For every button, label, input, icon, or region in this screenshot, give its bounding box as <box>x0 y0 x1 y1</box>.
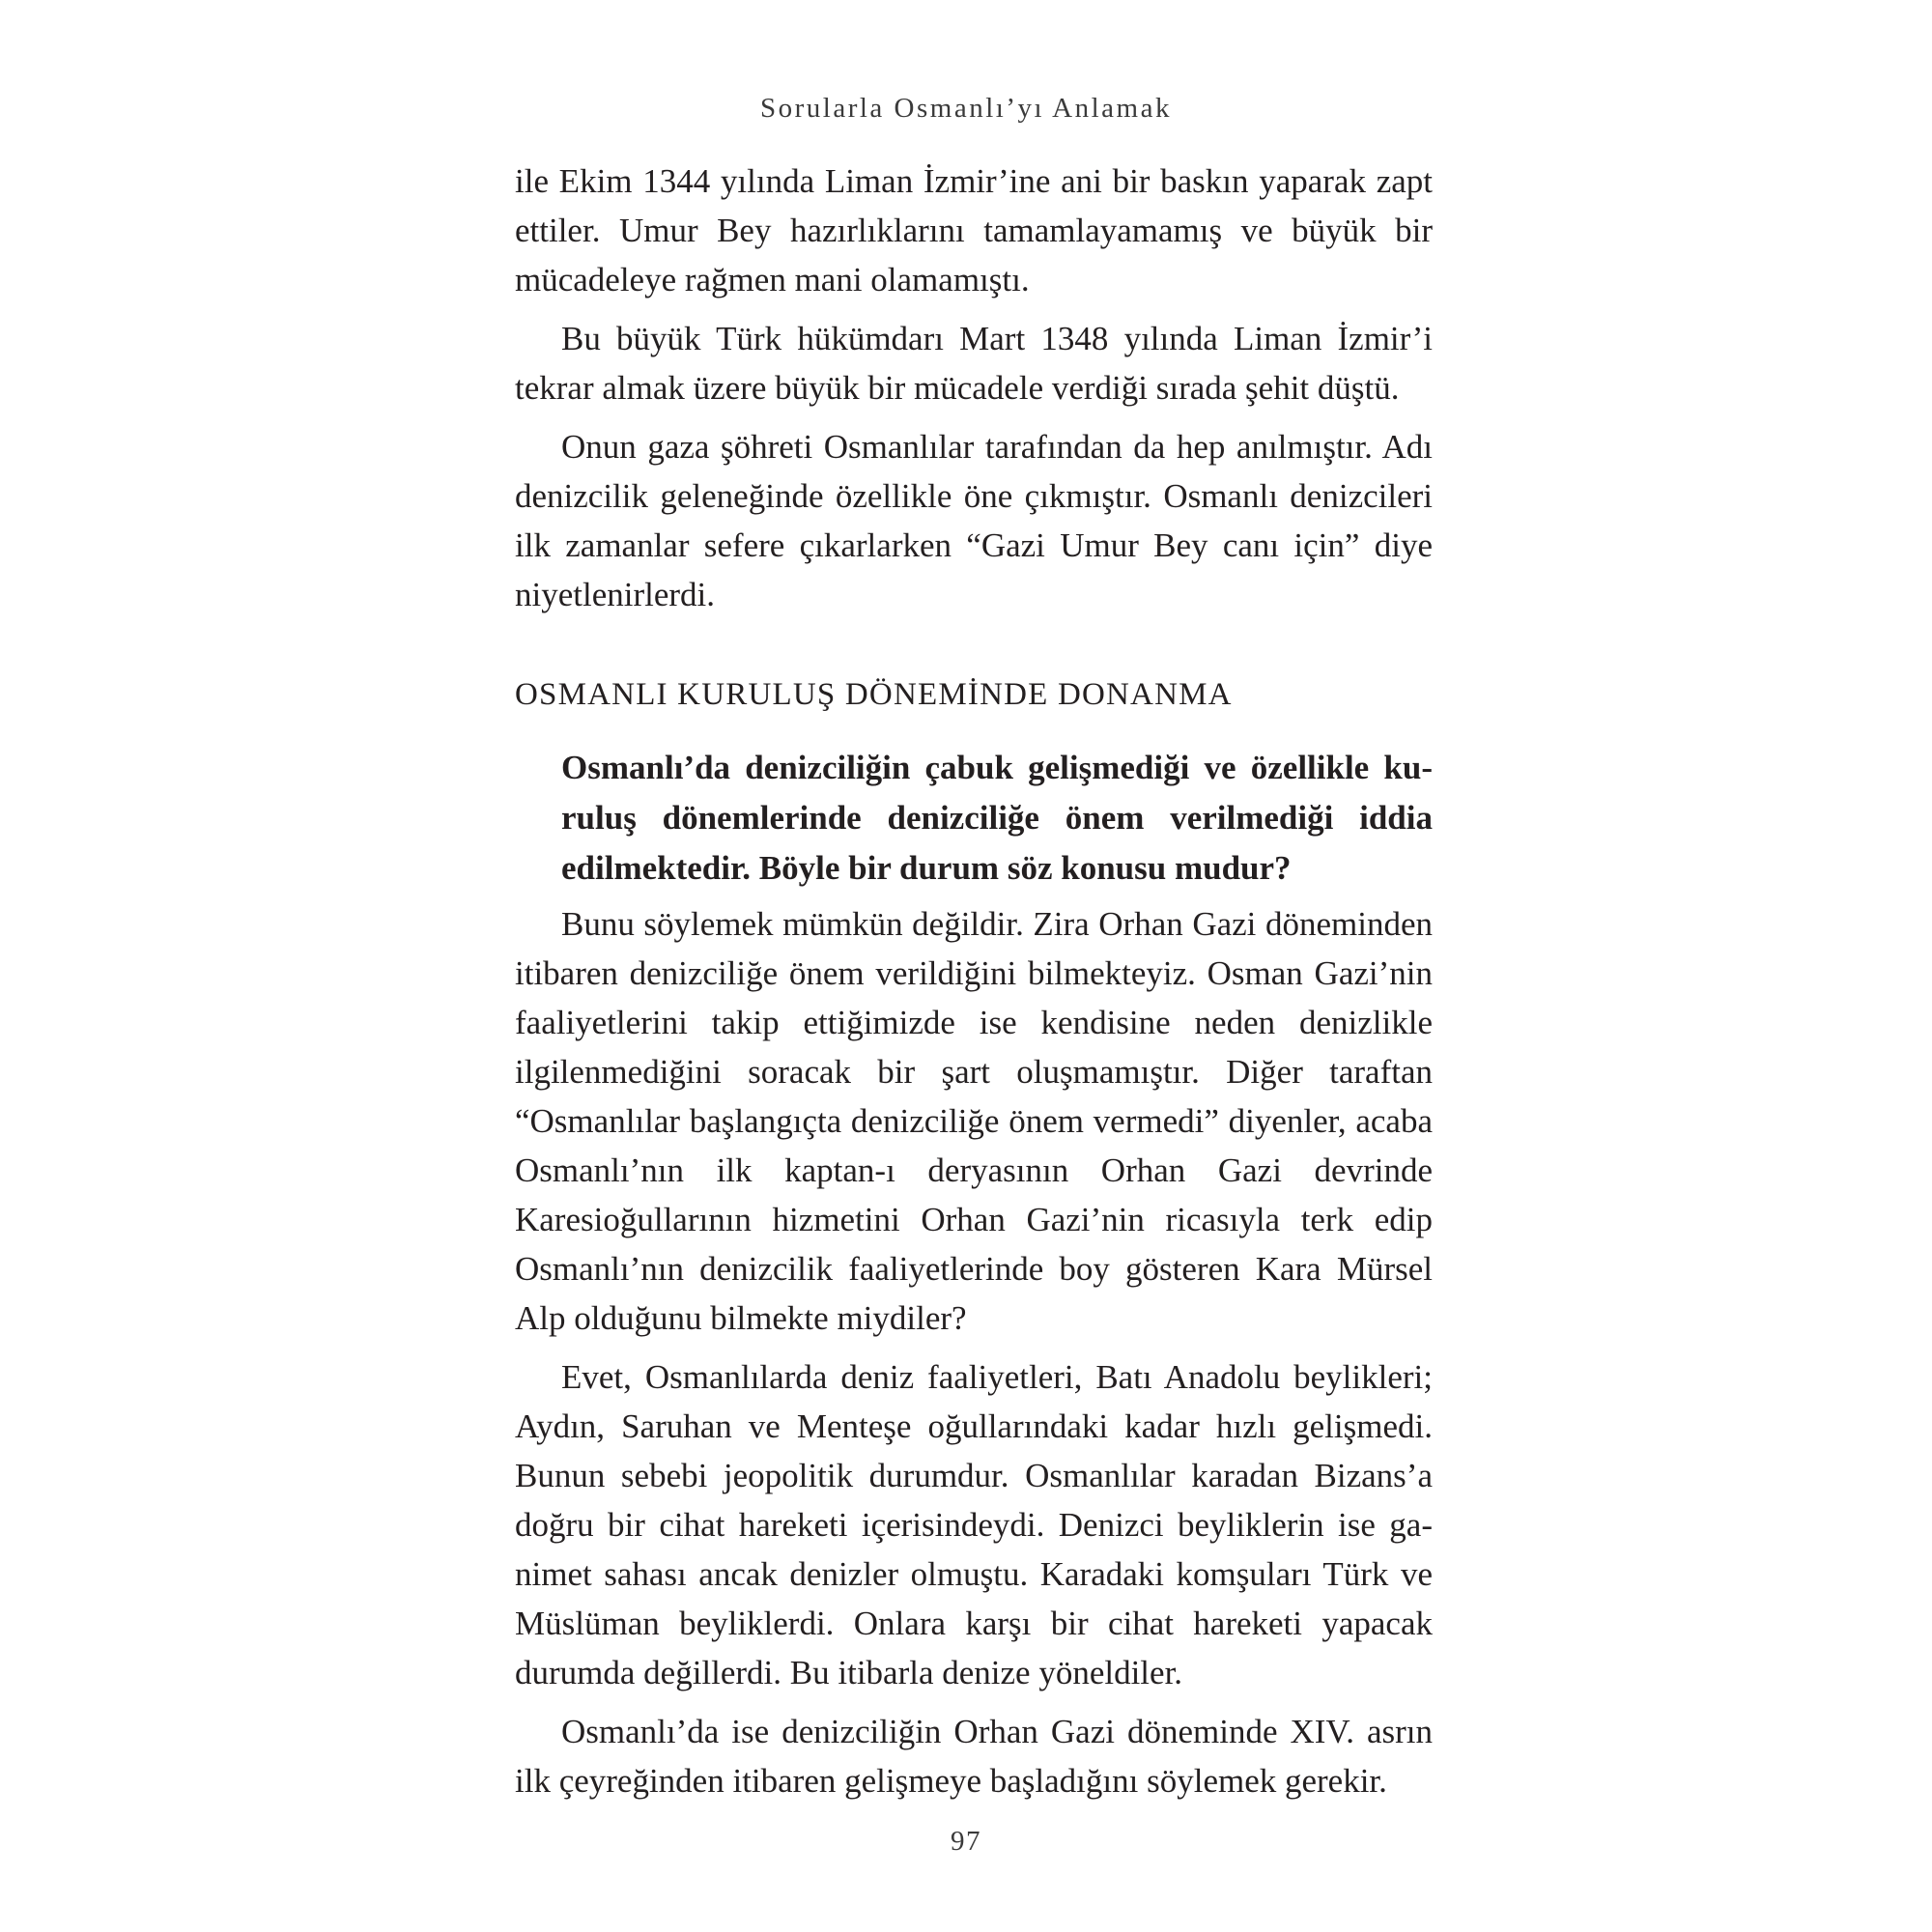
running-header: Sorularla Osmanlı’yı Anlamak <box>760 93 1172 124</box>
paragraph: Onun gaza şöhreti Osmanlılar tarafından da hep anılmıştır. Adı denizcilik geleneğinde özellikle öne çıkmıştır. Osmanlı denizcileri ilk zamanlar sefere çıkarlarken “Gazi Umur Bey canı için” diye niyetlenirlerdi. <box>515 428 1433 613</box>
body-text <box>515 156 1433 1805</box>
paragraph: Bunu söylemek mümkün değildir. Zira Orhan Gazi döneminden itibaren denizciliğe önem verildiğini bilmekteyiz. Osman Gazi’nin faaliyetlerini takip ettiğimizde ise kendisine neden denizlikle ilgilenmediğini soracak bir şart oluşmamıştır. Diğer taraftan “Osmanlılar başlangıçta denizciliğe önem vermedi” diyenler, acaba Osmanlı’nın ilk kaptan-ı deryasının Orhan Gazi devrinde Karesioğullarının hizmetini Orhan Gazi’nin ricasıyla terk edip Osmanlı’nın denizcilik faaliyetlerinde boy gösteren Kara Mürsel Alp olduğunu bilmekte miydiler? <box>515 905 1433 1337</box>
page-number: 97 <box>951 1826 981 1857</box>
question-text: Osmanlı’da denizciliğin çabuk gelişmediği ve özellikle kuruluş dönemlerinde denizciliğe önem verilmediği iddia edilmektedir. Böyle bir durum söz konusu mudur? <box>561 749 1433 887</box>
paragraph: Osmanlı’da ise denizciliğin Orhan Gazi döneminde XIV. asrın ilk çeyreğinden itibaren gelişmeye başladığını söylemek gerekir. <box>515 1713 1433 1800</box>
paragraph: Bu büyük Türk hükümdarı Mart 1348 yılında Liman İzmir’i tekrar almak üzere büyük bir mücadele verdiği sırada şehit düştü. <box>515 320 1433 407</box>
paragraph: ile Ekim 1344 yılında Liman İzmir’ine ani bir baskın yaparak zapt ettiler. Umur Bey hazırlıklarını tamamlayamamış ve büyük bir mücadeleye rağmen mani olamamıştı. <box>515 162 1433 298</box>
paragraph: Evet, Osmanlılarda deniz faaliyetleri, Batı Anadolu beylikleri; Aydın, Saruhan ve Menteşe oğullarındaki kadar hızlı gelişmedi. Bunun sebebi jeopolitik durumdur. Osmanlılar karadan Bizans’a doğru bir cihat hareketi içerisindeydi. Denizci beyliklerin ise ganimet sahası ancak denizler olmuştu. Karadaki komşuları Türk ve Müslüman beyliklerdi. Onlara karşı bir cihat hareketi yapacak durumda değillerdi. Bu itibarla denize yöneldiler. <box>515 1358 1433 1691</box>
section-heading: OSMANLI KURULUŞ DÖNEMİNDE DONANMA <box>515 677 1233 712</box>
